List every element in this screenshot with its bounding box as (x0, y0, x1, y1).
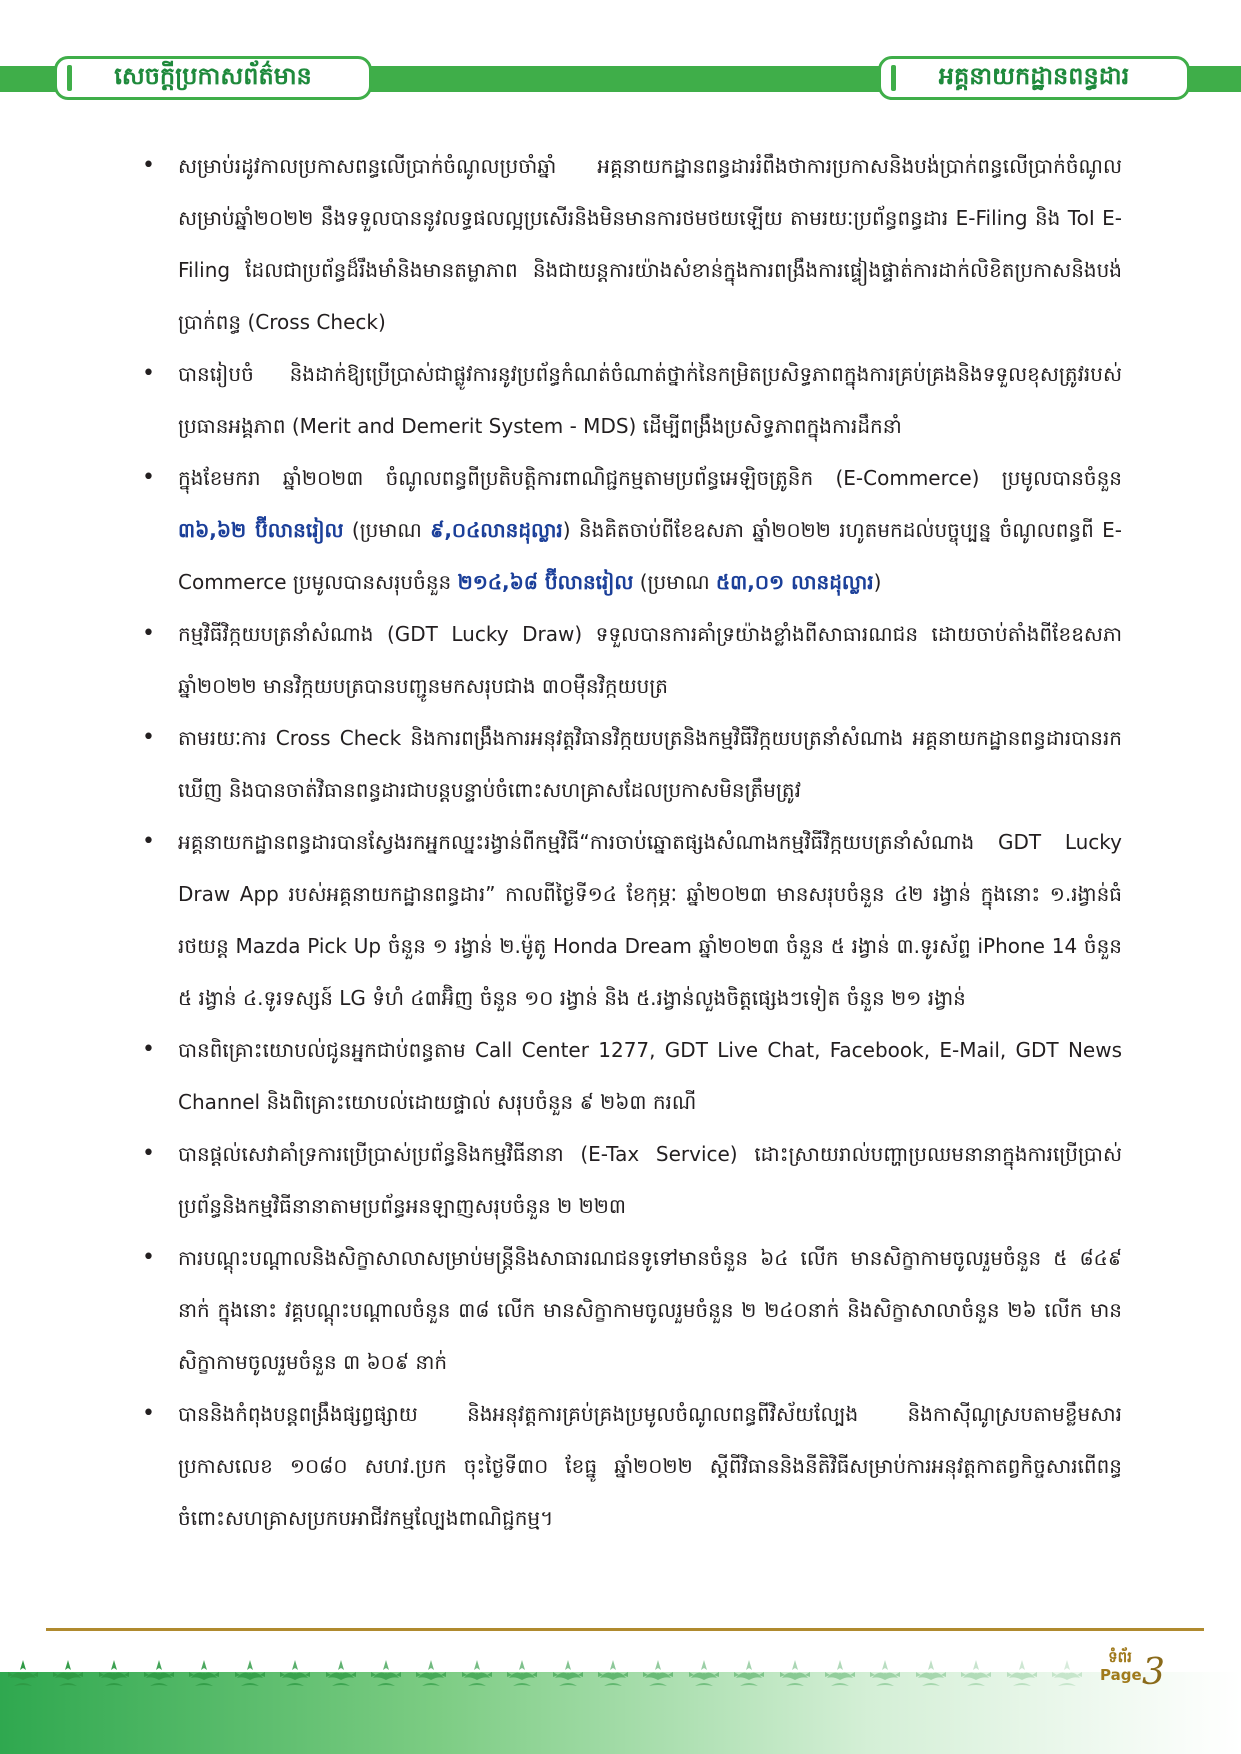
body-text: មានសិក្ខាកាមចូលរួមចំនួន (178, 1298, 1122, 1374)
body-text: កាលពីថ្ងៃទី១៤ ខែកុម្ភៈ ឆ្នាំ២០២៣ មានសរុបចំនួន (495, 882, 895, 906)
ornament-icon (823, 1658, 857, 1692)
emphasis-text: ២១៤,៦៨ ប៊ីលានរៀល (457, 570, 634, 594)
list-item (130, 348, 1122, 452)
bullet-dot-icon: • (142, 361, 155, 386)
header-left-title: សេចក្តីប្រកាសព័ត៌មាន (114, 61, 312, 90)
list-item (130, 712, 1122, 816)
ornament-icon (460, 1658, 494, 1692)
emphasis-text: ៣៦,៦២ ប៊ីលានរៀល (178, 518, 344, 542)
body-text: មានសិក្ខាកាមចូលរួមចំនួន (535, 1298, 742, 1322)
ornament-icon (914, 1658, 948, 1692)
ornament-icon (187, 1658, 221, 1692)
body-text: ក្នុងនោះ វគ្គបណ្តុះបណ្តាលចំនួន (209, 1298, 459, 1322)
ornament-icon (641, 1658, 675, 1692)
body-text: (ប្រមាណ (633, 570, 717, 594)
body-text: បានផ្តល់សេវាគាំទ្រការប្រើប្រាស់ប្រព័ន្ធនិងកម្មវិធីនានា (E-Tax Service) ដោះស្រាយរាល់បញ្ហាប្រឈមនានាក្នុងការប្រើប្រាស់ប្រព័ន្ធនិងកម្មវិធីនានាតាមប្រព័ន្ធអនឡាញសរុបចំនួន (178, 1142, 1122, 1218)
bullet-dot-icon: • (142, 465, 155, 490)
ornament-icon (233, 1658, 267, 1692)
body-text: ) (873, 570, 882, 594)
ornament-icon (6, 1658, 40, 1692)
footer-rule (46, 1628, 1204, 1631)
body-text: (ប្រមាណ (343, 518, 431, 542)
emphasis-text: ៩,០៤លានដុល្លារ (430, 518, 563, 542)
emphasis-text: ៣ ៦០៩ នាក់ (343, 1350, 448, 1374)
bullet-dot-icon: • (142, 1245, 155, 1270)
ornament-icon (505, 1658, 539, 1692)
bullet-dot-icon: • (142, 829, 155, 854)
list-item (130, 1232, 1122, 1388)
bullet-list (130, 140, 1122, 1544)
body-text: បានពិគ្រោះយោបល់ជូនអ្នកជាប់ពន្ធតាម Call Center 1277, GDT Live Chat, Facebook, E-Mail, GDT News Channel និងពិគ្រោះយោបល់ដោយផ្ទាល់ សរុបចំនួន (178, 1038, 1122, 1114)
ornament-icon (551, 1658, 585, 1692)
body-text: ) និងគិតចាប់ពីខែឧសភា ឆ្នាំ២០២២ រហូតមកដល់បច្ចុប្បន្ន ចំណូលពន្ធពី E-Commerce ប្រមូលបានសរុបចំនួន (178, 518, 1122, 594)
emphasis-text: ៩ ២៦៣ ករណី (579, 1090, 697, 1114)
emphasis-text: ២ ២៤០នាក់ (741, 1298, 840, 1322)
body-text: បានរៀបចំ និងដាក់ឱ្យប្រើប្រាស់ជាផ្លូវការនូវប្រព័ន្ធកំណត់ចំណាត់ថ្នាក់នៃកម្រិតប្រសិទ្ធភាពក្នុងការគ្រប់គ្រងនិងទទួលខុសត្រូវរបស់ប្រធានអង្គភាព (Merit and Demerit System - MDS) ដើម្បីពង្រឹងប្រសិទ្ធភាពក្នុងការដឹកនាំ (178, 362, 1122, 438)
list-item (130, 1024, 1122, 1128)
emphasis-text: ៤២ រង្វាន់ (894, 882, 972, 906)
emphasis-text: ៣០ម៉ឺនវិក្កយបត្រ (541, 674, 668, 698)
body-text: មានសិក្ខាកាមចូលរួមចំនួន (838, 1246, 1054, 1270)
ornament-icon (369, 1658, 403, 1692)
header-left-tab (54, 56, 372, 100)
tab-accent-bar (67, 65, 72, 91)
ornament-icon (596, 1658, 630, 1692)
body-text: កម្មវិធីវិក្កយបត្រនាំសំណាង (GDT Lucky Draw) ទទួលបានការគាំទ្រយ៉ាងខ្លាំងពីសាធារណជន ដោយចាប់តាំងពីខែឧសភា ឆ្នាំ២០២២ មានវិក្កយបត្របានបញ្ជូនមកសរុបជាង (178, 622, 1122, 698)
ornament-icon (51, 1658, 85, 1692)
page-number: 3 (1142, 1652, 1165, 1693)
ornament-icon (687, 1658, 721, 1692)
header-right-tab (878, 56, 1190, 100)
list-item (130, 452, 1122, 608)
bullet-dot-icon: • (142, 725, 155, 750)
ornament-icon (278, 1658, 312, 1692)
emphasis-text: ២៦ លើក (1007, 1298, 1083, 1322)
body-text: ក្នុងខែមករា ឆ្នាំ២០២៣ ចំណូលពន្ធពីប្រតិបត្តិការពាណិជ្ជកម្មតាមប្រព័ន្ធអេឡិចត្រូនិក (E-Commerce) ប្រមូលបានចំនួន (178, 466, 1122, 490)
list-item (130, 816, 1122, 1024)
ornament-icon (324, 1658, 358, 1692)
bullet-dot-icon: • (142, 621, 155, 646)
bullet-dot-icon: • (142, 1037, 155, 1062)
emphasis-text: ៥ ៨៤៩ នាក់ (178, 1246, 1123, 1322)
emphasis-text: ៦៤ លើក (760, 1246, 839, 1270)
tab-accent-bar (891, 65, 896, 91)
body-text: អគ្គនាយកដ្ឋានពន្ធដារបានស្វែងរកអ្នកឈ្នះរង្វាន់ពីកម្មវិធី (178, 830, 580, 854)
ornament-icon (868, 1658, 902, 1692)
list-item (130, 140, 1122, 348)
body-text: តាមរយៈការ Cross Check និងការពង្រឹងការអនុវត្តវិធានវិក្កយបត្រនិងកម្មវិធីវិក្កយបត្រនាំសំណាង អគ្គនាយកដ្ឋានពន្ធដារបានរកឃើញ និងបានចាត់វិធានពន្ធដារជាបន្តបន្ទាប់ចំពោះសហគ្រាសដែលប្រកាសមិនត្រឹមត្រូវ (178, 726, 1122, 802)
list-item (130, 1128, 1122, 1232)
body-text: សម្រាប់រដូវកាលប្រកាសពន្ធលើប្រាក់ចំណូលប្រចាំឆ្នាំ អគ្គនាយកដ្ឋានពន្ធដាររំពឹងថាការប្រកាសនិងបង់ប្រាក់ពន្ធលើប្រាក់ចំណូលសម្រាប់ឆ្នាំ២០២២ នឹងទទួលបាននូវលទ្ធផលល្អប្រសើរនិងមិនមានការថមថយឡើយ តាមរយៈប្រព័ន្ធពន្ធដារ E-Filing និង ToI E-Filing ដែលជាប្រព័ន្ធដ៏រឹងមាំនិងមានតម្លាភាព និងជាយន្តការយ៉ាងសំខាន់ក្នុងការពង្រឹងការផ្ទៀងផ្ទាត់ការដាក់លិខិតប្រកាសនិងបង់ប្រាក់ពន្ធ (Cross Check) (178, 154, 1122, 334)
bullet-dot-icon: • (142, 1141, 155, 1166)
footer-ornaments (0, 1652, 1090, 1698)
emphasis-text: ៥៣,០១ លានដុល្លារ (716, 570, 874, 594)
list-item (130, 1388, 1122, 1544)
ornament-icon (1050, 1658, 1084, 1692)
bullet-dot-icon: • (142, 1401, 155, 1426)
ornament-icon (959, 1658, 993, 1692)
ornament-icon (97, 1658, 131, 1692)
body-text: និងសិក្ខាសាលាចំនួន (839, 1298, 1008, 1322)
ornament-icon (732, 1658, 766, 1692)
body-text: សម្រាប់មន្ត្រីនិងសាធារណជនទូទៅមានចំនួន (426, 1246, 761, 1270)
list-item (130, 608, 1122, 712)
body-text: ក្នុងនោះ ១.រង្វាន់ធំរថយន្ត Mazda Pick Up ចំនួន ១ រង្វាន់ ២.ម៉ូតូ Honda Dream ឆ្នាំ២០២៣ ចំនួន ៥ រង្វាន់ ៣.ទូរស័ព្ទ iPhone 14 ចំនួន ៥ រង្វាន់ ៤.ទូរទស្សន៍ LG ទំហំ ៤៣អ៊ិញ ចំនួន ១០ រង្វាន់ និង ៥.រង្វាន់លួងចិត្តផ្សេងៗទៀត ចំនួន ២១ រង្វាន់ (178, 882, 1122, 1010)
bullet-dot-icon: • (142, 153, 155, 178)
header-right-title: អគ្គនាយកដ្ឋានពន្ធដារ (938, 61, 1130, 90)
emphasis-text: ២ ២២៣ (557, 1194, 626, 1218)
ornament-icon (414, 1658, 448, 1692)
page-label: ទំព័រ Page (1100, 1648, 1142, 1684)
emphasis-text: ការបណ្តុះបណ្តាលនិងសិក្ខាសាលា (178, 1246, 427, 1270)
ornament-icon (1005, 1658, 1039, 1692)
emphasis-text: ៣៨ លើក (458, 1298, 536, 1322)
ornament-icon (142, 1658, 176, 1692)
emphasis-text: “ការចាប់ឆ្នោតផ្សងសំណាងកម្មវិធីវិក្កយបត្រនាំសំណាង GDT Lucky Draw App របស់អគ្គនាយកដ្ឋានពន្ធដារ” (178, 830, 1122, 906)
body-text: បាននិងកំពុងបន្តពង្រឹងផ្សព្វផ្សាយ និងអនុវត្តការគ្រប់គ្រងប្រមូលចំណូលពន្ធពីវិស័យល្បែង និងកាស៊ីណូស្របតាមខ្លឹមសារប្រកាសលេខ ១០៨០ សហវ.ប្រក ចុះថ្ងៃទី៣០ ខែធ្នូ ឆ្នាំ២០២២ ស្តីពីវិធាននិងនីតិវិធីសម្រាប់ការអនុវត្តកាតព្វកិច្ចសារពើពន្ធចំពោះសហគ្រាសប្រកបអាជីវកម្មល្បែងពាណិជ្ជកម្ម។ (178, 1402, 1122, 1530)
ornament-icon (778, 1658, 812, 1692)
